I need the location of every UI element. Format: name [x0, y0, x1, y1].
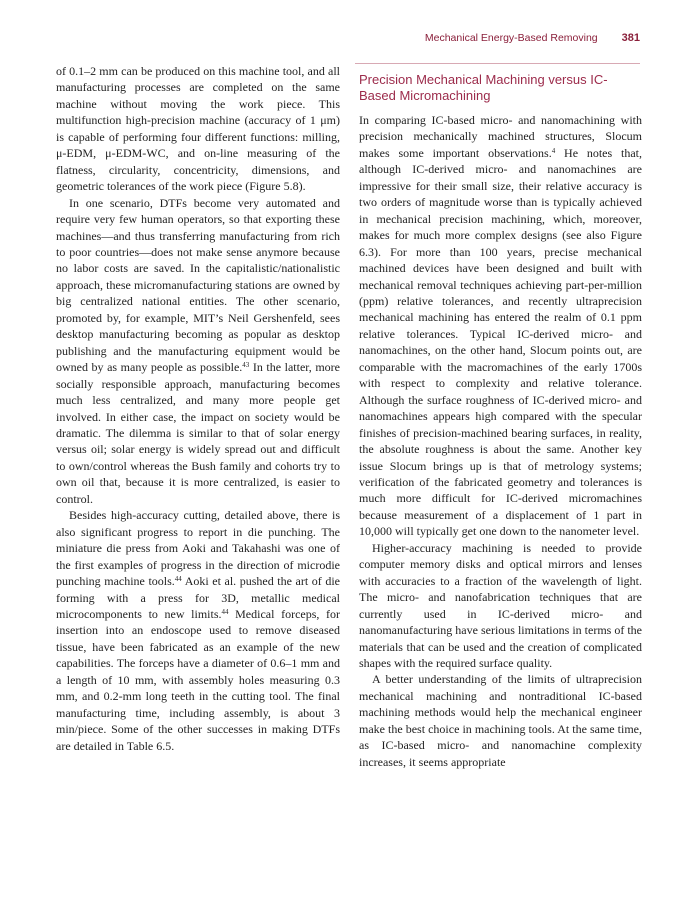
left-paragraph-3-text-a: Besides high-accuracy cutting, detailed above, there is also significant progress to report in die punching. The miniature die press from Aoki and Takahashi was one of the first examples of progress in the direction of microdie punching machine tools. — [56, 508, 340, 589]
left-paragraph-3 — [56, 507, 340, 754]
running-title: Mechanical Energy-Based Removing — [424, 32, 598, 44]
sidebar-heading: Precision Mechanical Machining versus IC-Based Micromachining — [359, 72, 608, 103]
footnote-ref-43[interactable]: 43 — [242, 361, 250, 370]
left-paragraph-1: of 0.1–2 mm can be produced on this machine tool, and all manufacturing processes are completed on the same machine without moving the work piece. This multifunction high-precision machine (accuracy of 1 μm) is capable of performing four different functions: milling, μ-EDM, μ-EDM-WC, and on-line measuring of the flatness, circularity, concentricity, dimensions, and geometric tolerances of the work piece (Figure 5.8). — [56, 64, 340, 194]
page-number: 381 — [621, 32, 640, 44]
left-paragraph-2-text: In one scenario, DTFs become very automated and require very few human operators, so that exporting these machines—and thus transferring manufacturing from rich to poor countries—does not make sense anymore because no labor costs are saved. In the capitalistic/nationalistic approach, these micromanufacturing stations are owned by big centralized national entities. The other scenario, promoted by, for example, MIT’s Neil Gershenfeld, sees desktop manufacturing becoming as popular as desktop publishing and the manufacturing equipment would be owned by as many people as possible. — [56, 195, 340, 375]
running-head — [425, 32, 640, 44]
sidebar-box — [359, 63, 642, 770]
left-paragraph-3-text-b: Aoki et al. pushed the art of die forming with a press for 3D, metallic medical microcomponents to new limits. — [56, 574, 340, 621]
left-paragraph-2 — [56, 195, 340, 508]
sidebar-paragraph-1-text-a: In comparing IC-based micro- and nanomachining with precision mechanically machined structures, Slocum makes some important observations. — [359, 113, 642, 160]
left-paragraph-3-text-c: Medical forceps, for insertion into an endoscope used to remove diseased tissue, have been fabricated as an example of the new capabilities. The forceps have a diameter of 0.6–1 mm and a length of 10 mm, with assembly holes measuring 0.3 mm, and 0.2-mm long teeth in the cutting tool. The final manufacturing time, including assembly, is about 3 min/piece. Some of the other successes in making DTFs are detailed in Table 6.5. — [56, 606, 340, 753]
sidebar-paragraph-2: Higher-accuracy machining is needed to provide computer memory disks and optical mirrors and lenses with accuracies to a fraction of the wavelength of light. The micro- and nanofabrication techniques that are currently used in IC-derived micro- and nanomanufacturing have serious limitations in terms of the materials that can be used and the creation of complicated shapes with the required surface quality. — [359, 540, 642, 670]
sidebar-paragraph-1-text-b: He notes that, although IC-derived micro- and nanomachines are impressive for their small size, their relative accuracy is two orders of magnitude worse than is typically achieved in mechanical precision machining, which, moreover, makes for much more complex designs (see also Figure 6.3). For more than 100 years, precise mechanical machined devices have been designed and built with mechanical removal techniques achieving part-per-million (ppm) relative tolerances, and recently ultraprecision mechanical machining has entered the realm of 0.1 ppm relative tolerances. Typical IC-derived micro- and nanomachines, on the other hand, Slocum points out, are comparable with the macromachines of the early 1700s with respect to complexity and relative tolerance. Although the surface roughness of IC-derived micro- and nanomachines appears high compared with the specular finishes of precision-machined bearing surfaces, in reality, the absolute roughness is about the same. Another key issue Slocum brings up is that of metrology systems; verification of the fabricated geometry and tolerances is much more difficult for IC-derived micromachines because measurement of a displacement of 1 part in 10,000 will typically get one down to the nanometer level. — [359, 145, 642, 539]
footnote-ref-44b[interactable]: 44 — [221, 607, 229, 616]
left-paragraph-2-continued: In the latter, more socially responsible approach, manufacturing becomes much less centralized, and many more people get involved. In either case, the impact on society would be dramatic. The dilemma is similar to that of solar energy versus oil; solar energy is widely spread out and difficult to own/control whereas the Bush family and cohorts try to own oil that, because it is more centralized, is easier to control. — [56, 360, 341, 506]
sidebar-paragraph-3: A better understanding of the limits of ultraprecision mechanical machining and nontraditional IC-based machining methods would help the mechanical engineer make the best choice in machining tools. At the same time, as IC-based micro- and nanomachine complexity increases, it seems appropriate — [359, 672, 642, 769]
left-column — [56, 63, 340, 754]
footnote-ref-4[interactable]: 4 — [551, 146, 556, 155]
sidebar-paragraph-1 — [359, 112, 642, 540]
footnote-ref-44a[interactable]: 44 — [174, 575, 182, 584]
